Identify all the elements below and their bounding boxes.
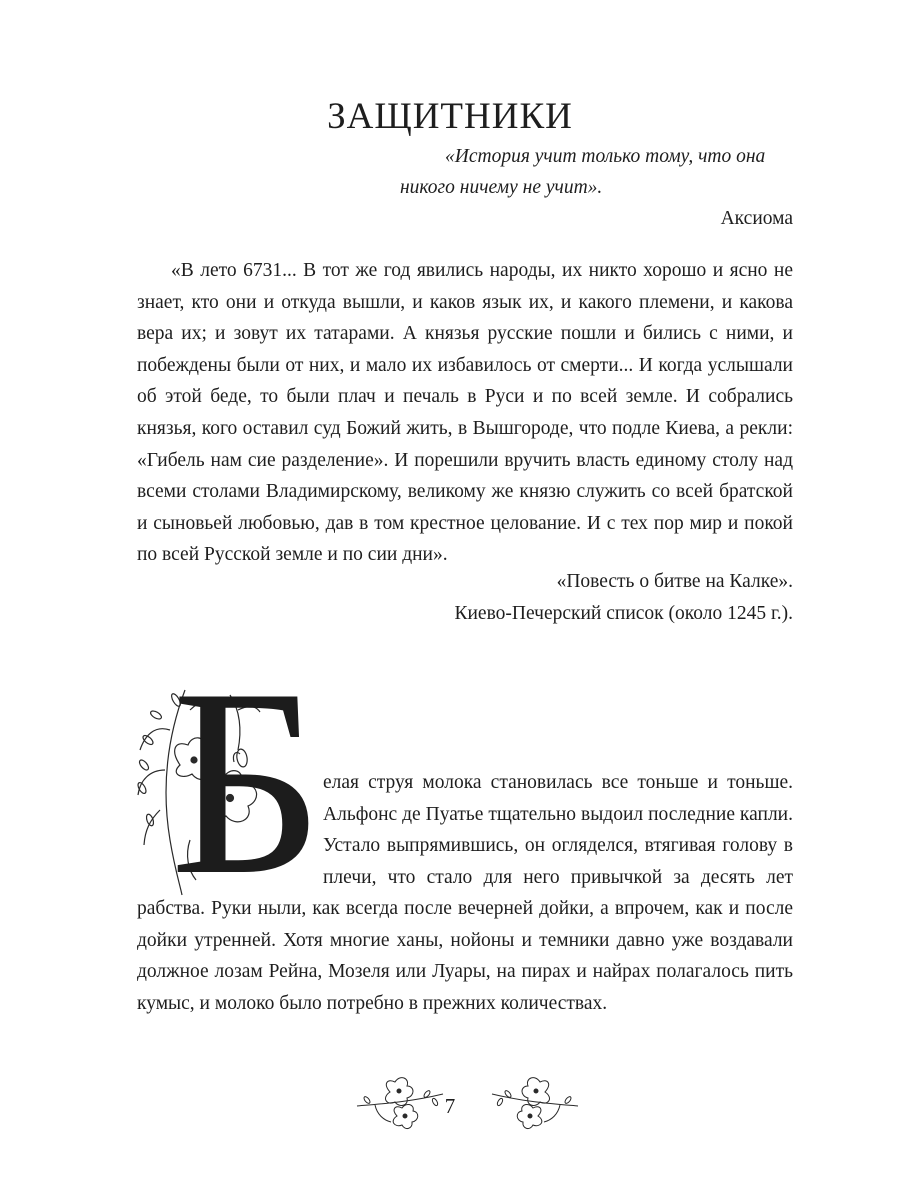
floral-ornament-right-icon xyxy=(490,1076,580,1132)
chapter-title: ЗАЩИТНИКИ xyxy=(327,95,573,137)
chronicle-quote: «В лето 6731... В тот же год явились народы, их никто хорошо и ясно не знает, кто они и откуда вышли, и каков язык их, и какого племени, и какова вера их; и зовут их татарами. А князья русские пошли и бились с ними, и побеждены были от них, и мало их избавилось от смерти... И когда услышали об этой беде, то были плач и печаль в Руси и по всей земле. И собрались князья, кого оставил суд Божий жить, в Вышгороде, что подле Киева, а рекли: «Гибель нам сие разделение». И порешили вручить власть единому столу над всеми столами Владимирскому, великому же князю служить со всей братской и сыновьей любовью, дав в том крестное целование. И с тех пор мир и покой по всей Русской земле и по сии дни». xyxy=(137,260,793,566)
drop-cap-spacer xyxy=(137,767,323,891)
epigraph xyxy=(400,141,793,203)
epigraph-line-1: «История учит только тому, что она xyxy=(445,146,766,167)
chapter-body xyxy=(137,767,793,1019)
page-number: 7 xyxy=(444,1094,456,1118)
page-footer xyxy=(0,1076,900,1136)
drop-cap-letter: Б xyxy=(170,633,324,930)
epigraph-author: Аксиома xyxy=(720,208,793,229)
source-note: Киево-Печерский список (около 1245 г.). xyxy=(454,602,793,624)
source-title: «Повесть о битве на Калке». xyxy=(556,571,793,592)
chapter-text: елая струя молока становилась все тоньше и тоньше. Альфонс де Пуатье тщательно выдоил последние капли. Устало выпрямившись, он огляделся, втягивая голову в плечи, что стало для него привычкой за десять лет рабства. Руки ныли, как всегда после вечерней дойки, а впрочем, как и после дойки утренней. Хотя многие ханы, нойоны и темники давно уже воздавали должное лозам Рейна, Мозеля или Луары, на пирах и найрах полагалось пить кумыс, и молоко было потребно в прежних количествах. xyxy=(137,772,793,1014)
chronicle-source xyxy=(454,566,793,629)
epigraph-line-2: никого ничему не учит». xyxy=(400,177,603,198)
